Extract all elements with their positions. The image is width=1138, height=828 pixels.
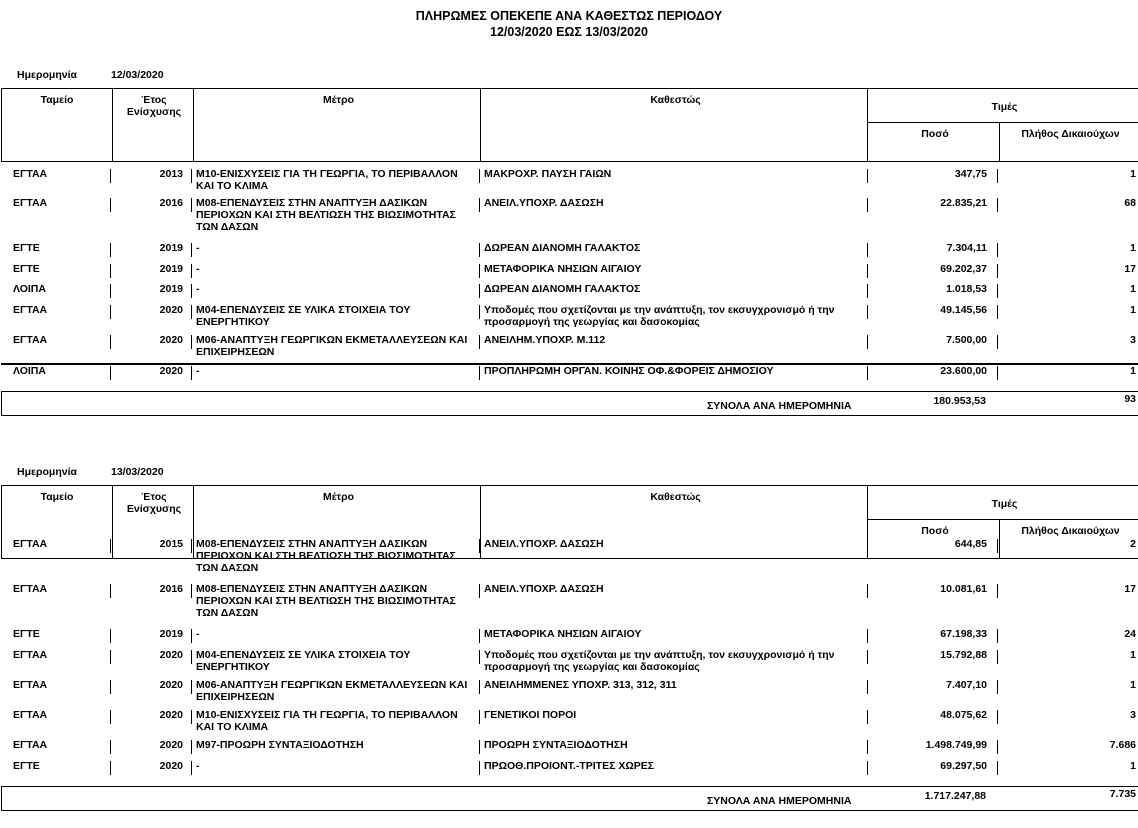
cell-divider [479, 740, 480, 754]
header-values: Τιμές [991, 101, 1018, 113]
cell-divider [479, 264, 480, 278]
cell-divider [191, 710, 192, 724]
cell-measure: M08-ΕΠΕΝΔΥΣΕΙΣ ΣΤΗΝ ΑΝΑΠΤΥΞΗ ΔΑΣΙΚΩΝ ΠΕΡΙΟΧΩΝ ΚΑΙ ΣΤΗ ΒΕΛΤΙΩΣΗ ΤΗΣ ΒΙΩΣΙΜΟΤΗΤΑΣ ΤΩΝ ΔΑΣΩΝ [196, 197, 456, 233]
cell-divider [110, 584, 111, 598]
cell-fund: ΕΓΤΑΑ [13, 168, 48, 180]
totals-label: ΣΥΝΟΛΑ ΑΝΑ ΗΜΕΡΟΜΗΝΙΑ [707, 795, 852, 807]
cell-count: 3 [1130, 334, 1136, 346]
cell-measure: M10-ΕΝΙΣΧΥΣΕΙΣ ΓΙΑ ΤΗ ΓΕΩΡΓΙΑ, ΤΟ ΠΕΡΙΒΑΛΛΟΝ ΚΑΙ ΤΟ ΚΛΙΜΑ [196, 168, 458, 192]
cell-count: 7.686 [1109, 739, 1136, 751]
cell-count: 3 [1130, 709, 1136, 721]
cell-amount: 347,75 [954, 168, 987, 180]
totals-count: 93 [1124, 393, 1136, 405]
cell-divider [867, 264, 868, 278]
cell-fund: ΛΟΙΠΑ [13, 365, 46, 377]
cell-status: Υποδομές που σχετίζονται με την ανάπτυξη, τον εκσυγχρονισμό ή την προσαρμογή της γεωργίας και δασοκομίας [484, 304, 835, 328]
cell-status: ΑΝΕΙΛΗΜΜΕΝΕΣ ΥΠΟΧΡ. 313, 312, 311 [484, 679, 677, 691]
cell-divider [110, 305, 111, 319]
cell-status: ΔΩΡΕΑΝ ΔΙΑΝΟΜΗ ΓΑΛΑΚΤΟΣ [484, 242, 641, 254]
cell-amount: 7.304,11 [946, 242, 987, 254]
cell-status: Υποδομές που σχετίζονται με την ανάπτυξη, τον εκσυγχρονισμό ή την προσαρμογή της γεωργίας και δασοκομίας [484, 649, 835, 673]
cell-measure: - [196, 263, 200, 275]
table-row [0, 628, 1138, 649]
cell-fund: ΕΓΤΑΑ [13, 709, 48, 721]
cell-divider [191, 740, 192, 754]
cell-year: 2019 [159, 242, 183, 254]
cell-count: 1 [1130, 679, 1136, 691]
header-year: Έτος Ενίσχυσης [126, 94, 182, 118]
table-row [0, 709, 1138, 739]
cell-divider [479, 761, 480, 775]
cell-divider [110, 366, 111, 380]
cell-divider [191, 366, 192, 380]
cell-divider [479, 710, 480, 724]
date-label: Ημερομηνία [17, 69, 77, 81]
cell-count: 68 [1124, 197, 1136, 209]
cell-status: ΠΡΩΟΘ.ΠΡΟΙΟΝΤ.-ΤΡΙΤΕΣ ΧΩΡΕΣ [484, 760, 655, 772]
cell-amount: 48.075,62 [940, 709, 987, 721]
table-row [0, 304, 1138, 334]
cell-divider [867, 584, 868, 598]
cell-fund: ΕΓΤΑΑ [13, 538, 48, 550]
cell-amount: 69.202,37 [940, 263, 987, 275]
cell-divider [997, 366, 998, 380]
cell-year: 2020 [159, 304, 183, 316]
cell-divider [191, 761, 192, 775]
table-row [0, 739, 1138, 760]
cell-divider [997, 305, 998, 319]
cell-divider [479, 366, 480, 380]
cell-divider [479, 243, 480, 257]
cell-divider [997, 629, 998, 643]
cell-divider [867, 198, 868, 212]
date-label: Ημερομηνία [17, 466, 77, 478]
cell-status: ΠΡΟΩΡΗ ΣΥΝΤΑΞΙΟΔΟΤΗΣΗ [484, 739, 628, 751]
cell-divider [867, 740, 868, 754]
cell-divider [191, 629, 192, 643]
cell-fund: ΕΓΤΑΑ [13, 679, 48, 691]
cell-amount: 644,85 [954, 538, 987, 550]
cell-divider [110, 198, 111, 212]
header-divider [480, 89, 481, 161]
cell-fund: ΕΓΤΕ [13, 760, 40, 772]
cell-year: 2019 [159, 283, 183, 295]
cell-divider [997, 284, 998, 298]
header-divider [867, 89, 868, 161]
header-divider [193, 89, 194, 161]
cell-status: ΔΩΡΕΑΝ ΔΙΑΝΟΜΗ ΓΑΛΑΚΤΟΣ [484, 283, 641, 295]
cell-divider [479, 629, 480, 643]
cell-status: ΑΝΕΙΛ.ΥΠΟΧΡ. ΔΑΣΩΣΗ [484, 197, 604, 209]
cell-year: 2020 [159, 709, 183, 721]
cell-year: 2016 [159, 583, 183, 595]
cell-measure: - [196, 628, 200, 640]
cell-divider [191, 680, 192, 694]
cell-divider [867, 305, 868, 319]
header-measure: Μέτρο [322, 94, 355, 106]
cell-divider [997, 243, 998, 257]
cell-divider [867, 366, 868, 380]
header-values: Τιμές [991, 498, 1018, 510]
cell-divider [110, 680, 111, 694]
cell-divider [997, 740, 998, 754]
cell-amount: 15.792,88 [940, 649, 987, 661]
header-fund: Ταμείο [40, 94, 74, 106]
cell-divider [191, 284, 192, 298]
header-divider [868, 122, 1138, 123]
header-status: Καθεστώς [650, 491, 701, 503]
cell-measure: - [196, 242, 200, 254]
cell-divider [191, 198, 192, 212]
cell-fund: ΕΓΤΑΑ [13, 304, 48, 316]
cell-divider [867, 650, 868, 664]
cell-count: 2 [1130, 538, 1136, 550]
cell-divider [191, 264, 192, 278]
cell-count: 1 [1130, 283, 1136, 295]
cell-year: 2020 [159, 679, 183, 691]
section-date: 13/03/2020 [111, 466, 164, 478]
cell-divider [997, 169, 998, 183]
cell-status: ΑΝΕΙΛΗΜ.ΥΠΟΧΡ. Μ.112 [484, 334, 606, 346]
cell-count: 24 [1124, 628, 1136, 640]
cell-divider [997, 198, 998, 212]
cell-divider [191, 335, 192, 349]
cell-divider [867, 243, 868, 257]
cell-count: 1 [1130, 242, 1136, 254]
cell-divider [110, 740, 111, 754]
cell-amount: 10.081,61 [940, 583, 987, 595]
header-count: Πλήθος Δικαιούχων [1021, 128, 1120, 140]
cell-amount: 7.407,10 [946, 679, 987, 691]
cell-measure: M06-ΑΝΑΠΤΥΞΗ ΓΕΩΡΓΙΚΩΝ ΕΚΜΕΤΑΛΛΕΥΣΕΩΝ ΚΑΙ ΕΠΙΧΕΙΡΗΣΕΩΝ [196, 679, 468, 703]
cell-divider [110, 335, 111, 349]
cell-measure: M97-ΠΡΟΩΡΗ ΣΥΝΤΑΞΙΟΔΟΤΗΣΗ [196, 739, 364, 751]
cell-divider [110, 629, 111, 643]
cell-divider [110, 539, 111, 553]
header-measure: Μέτρο [322, 491, 355, 503]
cell-year: 2020 [159, 760, 183, 772]
cell-divider [110, 284, 111, 298]
cell-divider [997, 761, 998, 775]
table-row [0, 365, 1138, 386]
cell-amount: 67.198,33 [940, 628, 987, 640]
row-separator [1, 363, 1138, 365]
cell-divider [479, 169, 480, 183]
cell-amount: 69.297,50 [940, 760, 987, 772]
totals-label: ΣΥΝΟΛΑ ΑΝΑ ΗΜΕΡΟΜΗΝΙΑ [707, 400, 852, 412]
cell-year: 2019 [159, 263, 183, 275]
cell-status: ΜΑΚΡΟΧΡ. ΠΑΥΣΗ ΓΑΙΩΝ [484, 168, 612, 180]
cell-year: 2019 [159, 628, 183, 640]
cell-count: 1 [1130, 168, 1136, 180]
cell-divider [191, 305, 192, 319]
cell-divider [867, 629, 868, 643]
cell-fund: ΕΓΤΕ [13, 263, 40, 275]
table-row [0, 538, 1138, 583]
cell-measure: M08-ΕΠΕΝΔΥΣΕΙΣ ΣΤΗΝ ΑΝΑΠΤΥΞΗ ΔΑΣΙΚΩΝ ΠΕΡΙΟΧΩΝ ΚΑΙ ΣΤΗ ΒΕΛΤΙΩΣΗ ΤΗΣ ΒΙΩΣΙΜΟΤΗΤΑΣ ΤΩΝ ΔΑΣΩΝ [196, 538, 456, 574]
report-title: ΠΛΗΡΩΜΕΣ ΟΠΕΚΕΠΕ ΑΝΑ ΚΑΘΕΣΤΩΣ ΠΕΡΙΟΔΟΥ [415, 9, 723, 23]
cell-divider [867, 284, 868, 298]
cell-fund: ΕΓΤΑΑ [13, 334, 48, 346]
cell-divider [997, 539, 998, 553]
cell-amount: 1.498.749,99 [925, 739, 987, 751]
cell-year: 2015 [159, 538, 183, 550]
cell-divider [867, 710, 868, 724]
cell-fund: ΕΓΤΕ [13, 628, 40, 640]
table-row [0, 283, 1138, 304]
cell-divider [479, 680, 480, 694]
cell-fund: ΕΓΤΑΑ [13, 649, 48, 661]
cell-amount: 49.145,56 [940, 304, 987, 316]
table-row [0, 197, 1138, 242]
cell-divider [867, 539, 868, 553]
cell-measure: M04-ΕΠΕΝΔΥΣΕΙΣ ΣΕ ΥΛΙΚΑ ΣΤΟΙΧΕΙΑ ΤΟΥ ΕΝΕΡΓΗΤΙΚΟΥ [196, 649, 411, 673]
cell-count: 1 [1130, 365, 1136, 377]
cell-divider [479, 335, 480, 349]
cell-divider [479, 584, 480, 598]
cell-divider [191, 650, 192, 664]
cell-divider [479, 539, 480, 553]
cell-status: ΓΕΝΕΤΙΚΟΙ ΠΟΡΟΙ [484, 709, 577, 721]
table-header [1, 88, 1138, 162]
cell-fund: ΕΓΤΑΑ [13, 197, 48, 209]
header-amount: Ποσό [921, 525, 949, 537]
header-divider [999, 123, 1000, 161]
cell-divider [479, 650, 480, 664]
cell-divider [867, 169, 868, 183]
cell-amount: 23.600,00 [940, 365, 987, 377]
cell-status: ΑΝΕΙΛ.ΥΠΟΧΡ. ΔΑΣΩΣΗ [484, 538, 604, 550]
cell-divider [110, 761, 111, 775]
cell-divider [997, 680, 998, 694]
cell-divider [110, 264, 111, 278]
cell-measure: - [196, 760, 200, 772]
cell-fund: ΕΓΤΑΑ [13, 739, 48, 751]
table-row [0, 168, 1138, 197]
table-row [0, 334, 1138, 365]
table-row [0, 583, 1138, 628]
cell-measure: M10-ΕΝΙΣΧΥΣΕΙΣ ΓΙΑ ΤΗ ΓΕΩΡΓΙΑ, ΤΟ ΠΕΡΙΒΑΛΛΟΝ ΚΑΙ ΤΟ ΚΛΙΜΑ [196, 709, 458, 733]
header-divider [868, 519, 1138, 520]
header-divider [112, 89, 113, 161]
header-year: Έτος Ενίσχυσης [126, 491, 182, 515]
cell-status: ΠΡΟΠΛΗΡΩΜΗ ΟΡΓΑΝ. ΚΟΙΝΗΣ ΟΦ.&ΦΟΡΕΙΣ ΔΗΜΟΣΙΟΥ [484, 365, 774, 377]
cell-divider [110, 650, 111, 664]
cell-divider [997, 710, 998, 724]
cell-fund: ΕΓΤΕ [13, 242, 40, 254]
table-row [0, 263, 1138, 283]
cell-status: ΜΕΤΑΦΟΡΙΚΑ ΝΗΣΙΩΝ ΑΙΓΑΙΟΥ [484, 628, 642, 640]
cell-amount: 7.500,00 [946, 334, 987, 346]
cell-divider [867, 335, 868, 349]
cell-fund: ΛΟΙΠΑ [13, 283, 46, 295]
cell-amount: 22.835,21 [940, 197, 987, 209]
cell-amount: 1.018,53 [946, 283, 987, 295]
table-row [0, 679, 1138, 709]
cell-count: 1 [1130, 649, 1136, 661]
cell-divider [997, 335, 998, 349]
cell-status: ΜΕΤΑΦΟΡΙΚΑ ΝΗΣΙΩΝ ΑΙΓΑΙΟΥ [484, 263, 642, 275]
cell-divider [191, 584, 192, 598]
header-fund: Ταμείο [40, 491, 74, 503]
header-amount: Ποσό [921, 128, 949, 140]
table-row [0, 242, 1138, 263]
cell-measure: M04-ΕΠΕΝΔΥΣΕΙΣ ΣΕ ΥΛΙΚΑ ΣΤΟΙΧΕΙΑ ΤΟΥ ΕΝΕΡΓΗΤΙΚΟΥ [196, 304, 411, 328]
cell-divider [997, 650, 998, 664]
report-period: 12/03/2020 ΕΩΣ 13/03/2020 [490, 25, 648, 39]
cell-status: ΑΝΕΙΛ.ΥΠΟΧΡ. ΔΑΣΩΣΗ [484, 583, 604, 595]
cell-divider [191, 169, 192, 183]
cell-count: 1 [1130, 760, 1136, 772]
cell-divider [191, 243, 192, 257]
header-status: Καθεστώς [650, 94, 701, 106]
cell-count: 17 [1124, 583, 1136, 595]
totals-amount: 180.953,53 [933, 395, 986, 407]
header-count: Πλήθος Δικαιούχων [1021, 525, 1120, 537]
cell-fund: ΕΓΤΑΑ [13, 583, 48, 595]
cell-divider [110, 243, 111, 257]
cell-year: 2016 [159, 197, 183, 209]
cell-measure: M08-ΕΠΕΝΔΥΣΕΙΣ ΣΤΗΝ ΑΝΑΠΤΥΞΗ ΔΑΣΙΚΩΝ ΠΕΡΙΟΧΩΝ ΚΑΙ ΣΤΗ ΒΕΛΤΙΩΣΗ ΤΗΣ ΒΙΩΣΙΜΟΤΗΤΑΣ ΤΩΝ ΔΑΣΩΝ [196, 583, 456, 619]
table-row [0, 649, 1138, 679]
cell-divider [997, 584, 998, 598]
table-row [0, 760, 1138, 782]
cell-year: 2020 [159, 649, 183, 661]
cell-measure: M06-ΑΝΑΠΤΥΞΗ ΓΕΩΡΓΙΚΩΝ ΕΚΜΕΤΑΛΛΕΥΣΕΩΝ ΚΑΙ ΕΠΙΧΕΙΡΗΣΕΩΝ [196, 334, 468, 358]
cell-divider [479, 284, 480, 298]
cell-divider [191, 539, 192, 553]
cell-year: 2020 [159, 334, 183, 346]
totals-count: 7.735 [1109, 788, 1136, 800]
cell-divider [867, 761, 868, 775]
section-date: 12/03/2020 [111, 69, 164, 81]
cell-count: 1 [1130, 304, 1136, 316]
cell-divider [479, 198, 480, 212]
cell-year: 2020 [159, 365, 183, 377]
cell-divider [110, 169, 111, 183]
cell-measure: - [196, 365, 200, 377]
cell-divider [110, 710, 111, 724]
totals-amount: 1.717.247,88 [924, 790, 986, 802]
cell-divider [997, 264, 998, 278]
cell-divider [867, 680, 868, 694]
cell-count: 17 [1124, 263, 1136, 275]
cell-measure: - [196, 283, 200, 295]
cell-divider [479, 305, 480, 319]
cell-year: 2013 [159, 168, 183, 180]
cell-year: 2020 [159, 739, 183, 751]
